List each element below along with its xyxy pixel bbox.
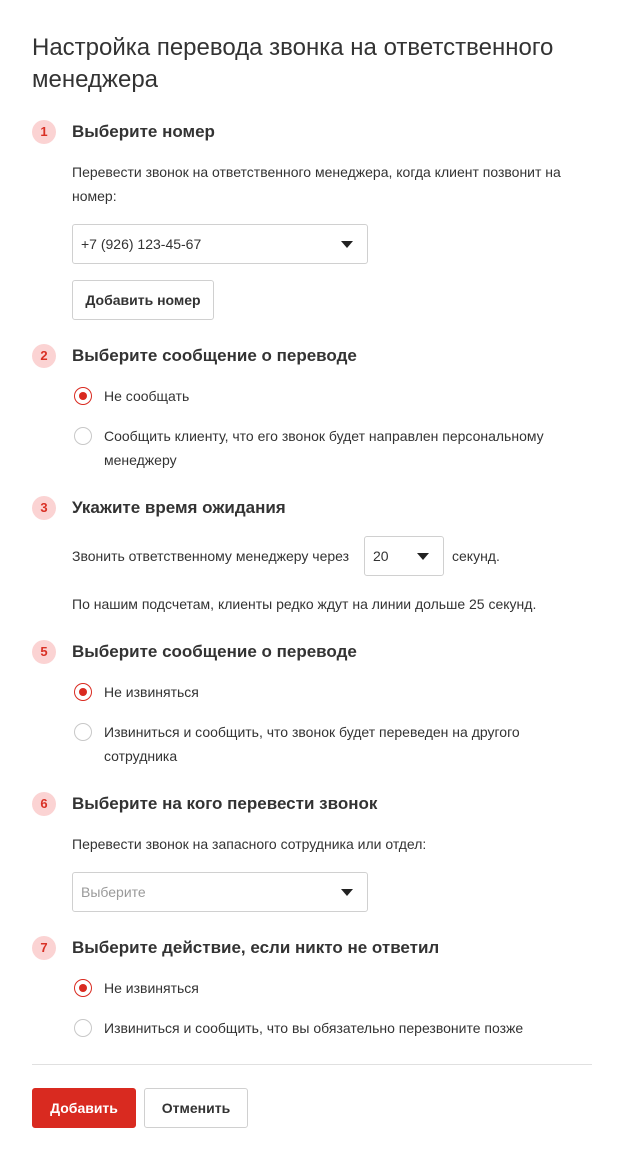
radio-step7-option-1[interactable] <box>74 979 92 997</box>
add-number-button[interactable]: Добавить номер <box>72 280 214 320</box>
step-2-title: Выберите сообщение о переводе <box>72 346 357 365</box>
step-7-title: Выберите действие, если никто не ответил <box>72 938 440 957</box>
chevron-down-icon <box>417 553 429 560</box>
fallback-employee-select[interactable] <box>72 872 368 912</box>
step-6-description: Перевести звонок на запасного сотрудника или отдел: <box>72 836 427 852</box>
step-1-title: Выберите номер <box>72 122 215 141</box>
radio-step2-option-1[interactable] <box>74 387 92 405</box>
radio-label-step2-option-1[interactable]: Не сообщать <box>104 388 190 404</box>
radio-label-step5-option-1[interactable]: Не извиняться <box>104 684 199 700</box>
radio-step5-option-1[interactable] <box>74 683 92 701</box>
seconds-value: 20 <box>373 548 389 564</box>
step-3-title: Укажите время ожидания <box>72 498 286 517</box>
step-5-title: Выберите сообщение о переводе <box>72 642 357 661</box>
radio-step2-option-2[interactable] <box>74 427 92 445</box>
step-1-badge: 1 <box>32 120 56 144</box>
radio-label-step7-option-2[interactable]: Извиниться и сообщить, что вы обязательно перезвоните позже <box>104 1020 524 1036</box>
step-6-badge: 6 <box>32 792 56 816</box>
page-title: Настройка перевода звонка на ответственного менеджера <box>32 34 554 93</box>
radio-step7-option-2[interactable] <box>74 1019 92 1037</box>
chevron-down-icon <box>341 889 353 896</box>
step-6-title: Выберите на кого перевести звонок <box>72 794 378 813</box>
radio-label-step7-option-1[interactable]: Не извиняться <box>104 980 199 996</box>
phone-number-value: +7 (926) 123-45-67 <box>81 236 202 252</box>
wait-time-suffix: секунд. <box>452 548 500 564</box>
step-1-description: Перевести звонок на ответственного менеджера, когда клиент позвонит на номер: <box>72 164 561 204</box>
step-2-badge: 2 <box>32 344 56 368</box>
wait-time-prefix: Звонить ответственному менеджеру через <box>72 548 350 564</box>
footer-divider <box>32 1064 592 1065</box>
add-button[interactable]: Добавить <box>32 1088 136 1128</box>
chevron-down-icon <box>341 241 353 248</box>
radio-step5-option-2[interactable] <box>74 723 92 741</box>
fallback-employee-placeholder: Выберите <box>81 884 146 900</box>
step-5-badge: 5 <box>32 640 56 664</box>
radio-label-step5-option-2[interactable]: Извиниться и сообщить, что звонок будет переведен на другого сотрудника <box>104 724 520 764</box>
cancel-button[interactable]: Отменить <box>144 1088 248 1128</box>
radio-label-step2-option-2[interactable]: Сообщить клиенту, что его звонок будет направлен персональному менеджеру <box>104 428 544 468</box>
wait-time-note: По нашим подсчетам, клиенты редко ждут на линии дольше 25 секунд. <box>72 596 537 612</box>
seconds-select[interactable] <box>364 536 444 576</box>
step-3-badge: 3 <box>32 496 56 520</box>
step-7-badge: 7 <box>32 936 56 960</box>
phone-number-select[interactable] <box>72 224 368 264</box>
